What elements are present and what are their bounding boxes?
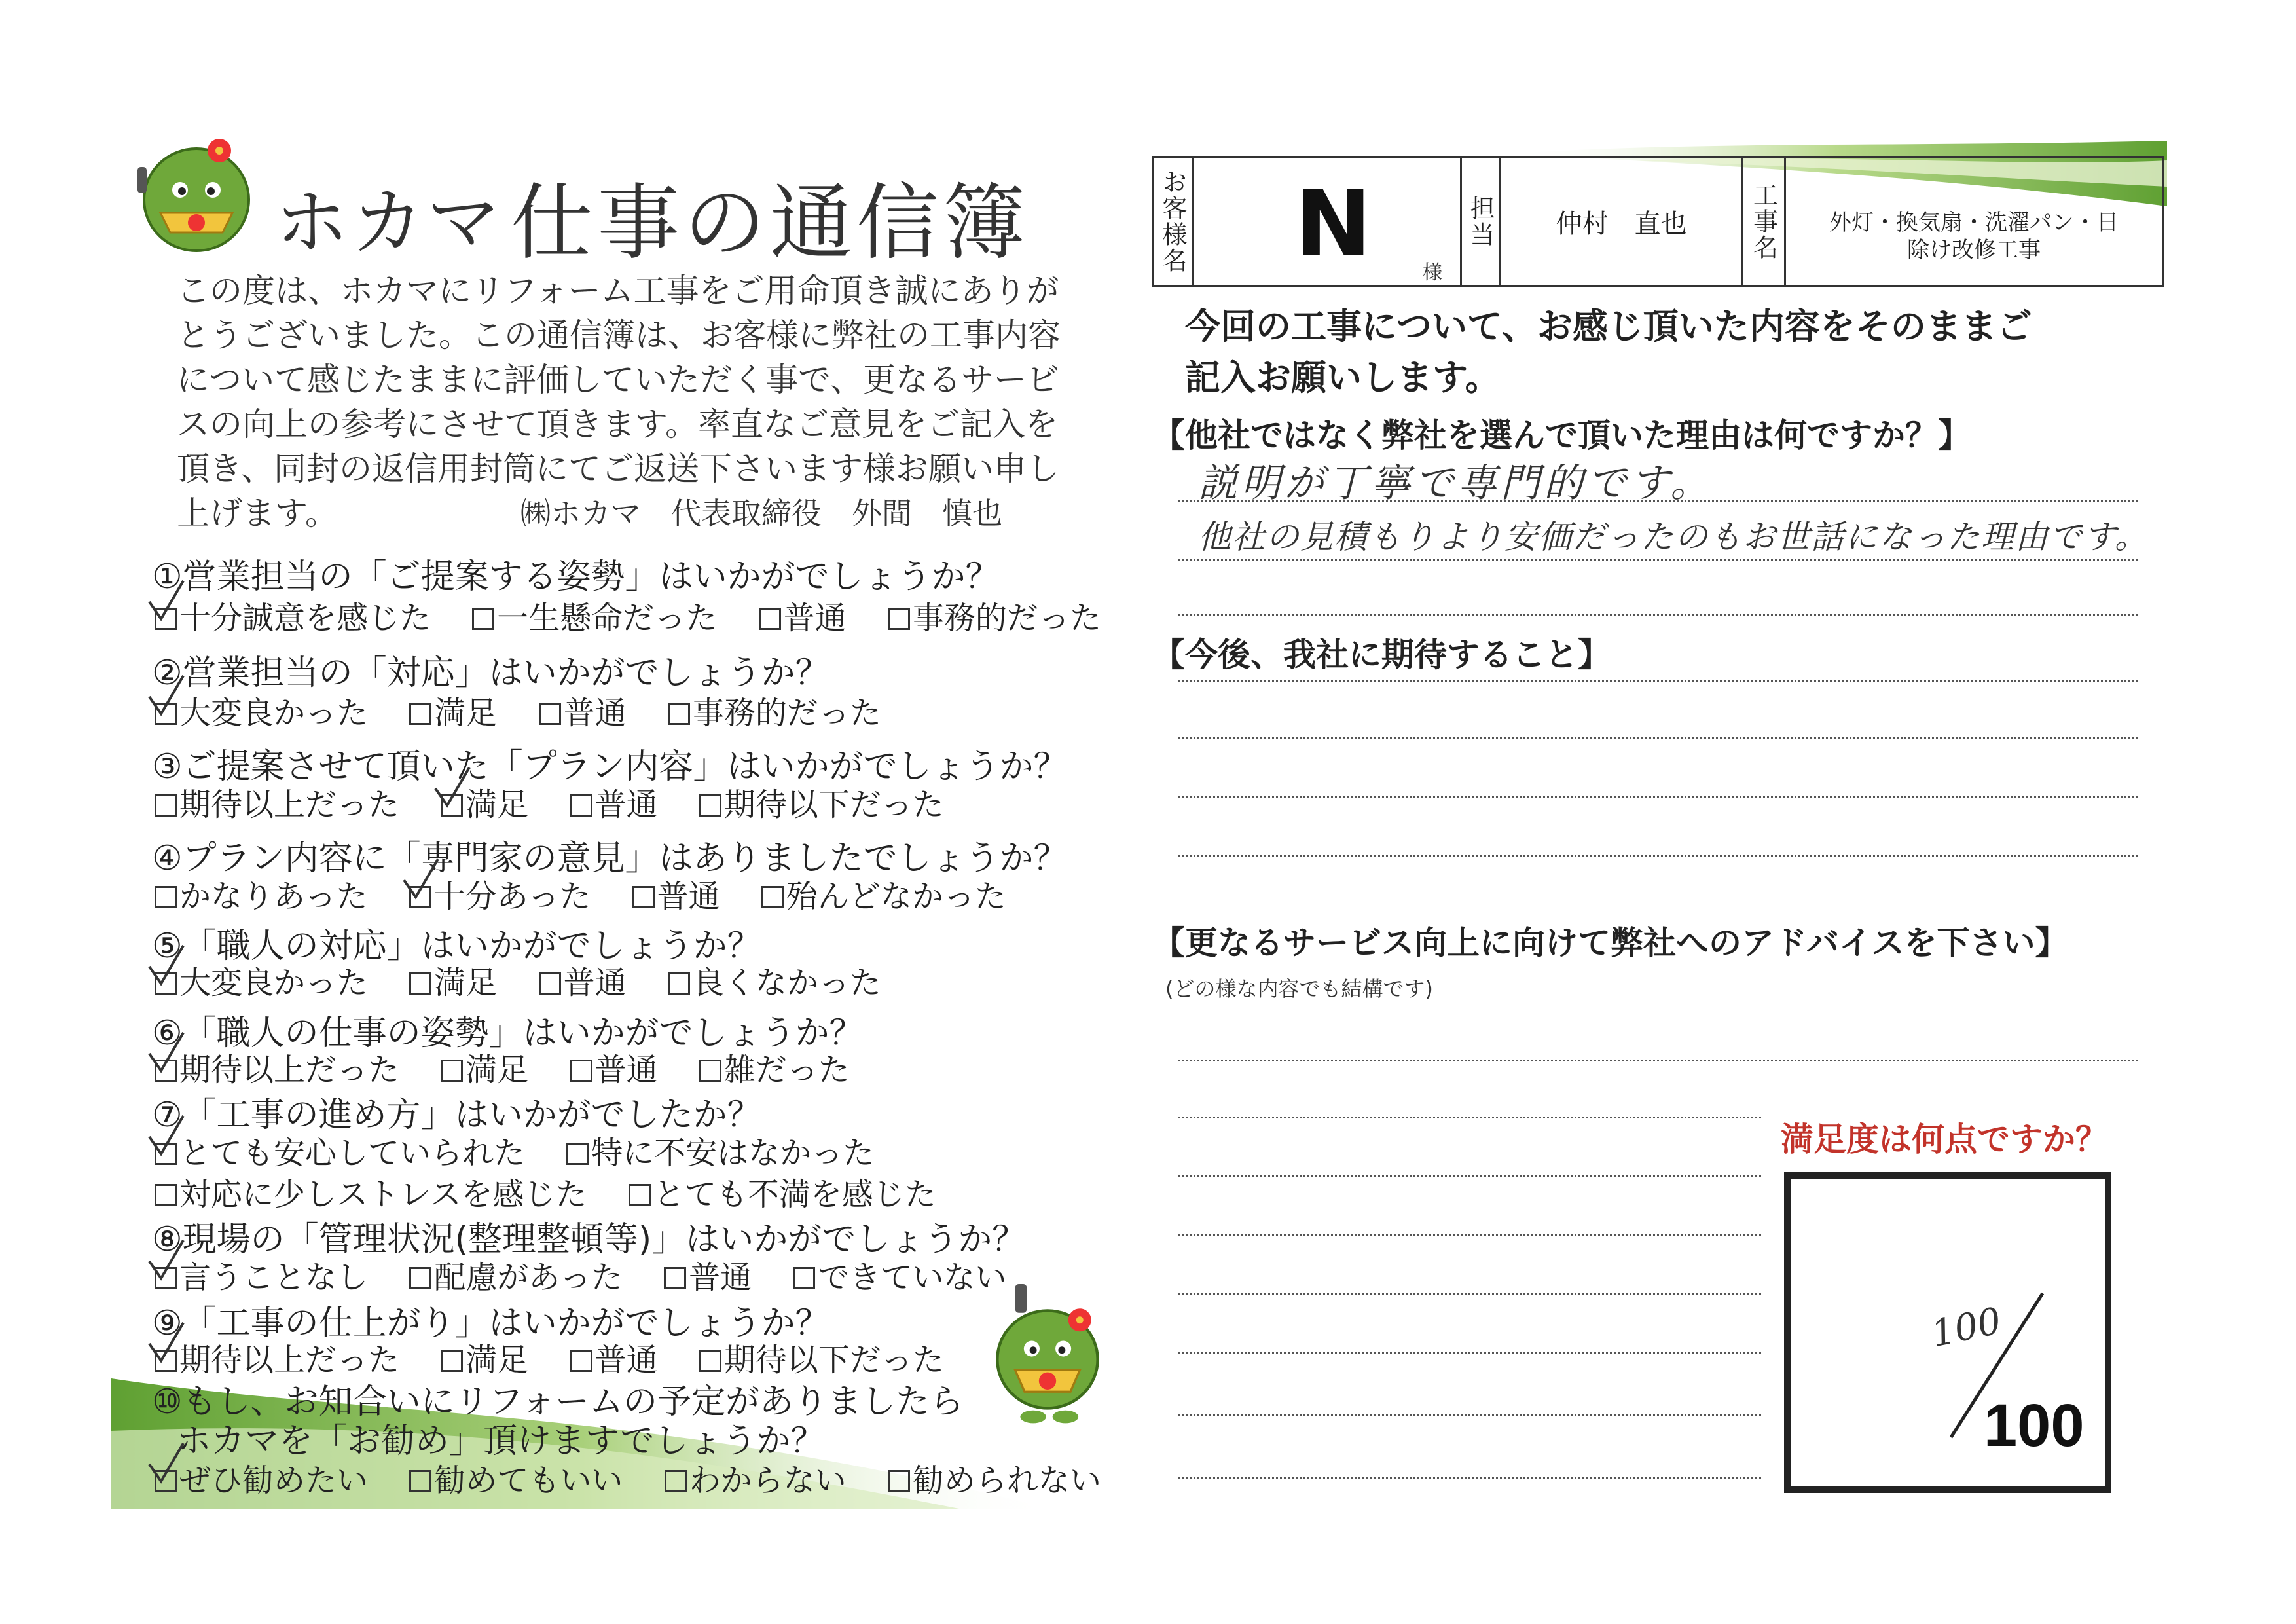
checkmark-icon bbox=[433, 765, 472, 811]
answer-line[interactable] bbox=[1178, 1175, 1761, 1177]
intro-line: スの向上の参考にさせて頂きます。率直なご意見をご記入を bbox=[177, 405, 1058, 443]
customer-info-table bbox=[1152, 156, 2164, 287]
option[interactable]: 普通 bbox=[570, 1044, 658, 1090]
answer-line[interactable] bbox=[1178, 1352, 1761, 1354]
brand-name: ホカマ bbox=[275, 180, 503, 265]
options-4 bbox=[155, 871, 1038, 916]
signature: ㈱ホカマ 代表取締役 外間 慎也 bbox=[520, 496, 1002, 531]
option[interactable]: 期待以下だった bbox=[699, 1335, 944, 1380]
option[interactable]: 勧められない bbox=[888, 1455, 1101, 1500]
question-10: ⑩もし、お知合いにリフォームの予定がありましたら bbox=[152, 1382, 964, 1422]
question-8: ⑧現場の「管理状況(整理整頓等)」はいかがでしょうか？ bbox=[152, 1220, 1027, 1259]
option[interactable]: 普通 bbox=[570, 1335, 658, 1380]
option[interactable]: できていない bbox=[793, 1252, 1006, 1297]
option[interactable]: 特に不安はなかった bbox=[566, 1128, 874, 1173]
work-name-line: 除け改修工事 bbox=[1907, 237, 2041, 263]
score-question: 満足度は何点ですか？ bbox=[1781, 1120, 2108, 1158]
option[interactable]: 十分誠意を感じた bbox=[155, 593, 431, 638]
customer-label: お客様名 bbox=[1154, 158, 1194, 285]
option[interactable]: 事務的だった bbox=[888, 593, 1101, 638]
question-6: ⑥「職人の仕事の姿勢」はいかがでしょうか？ bbox=[152, 1014, 864, 1053]
checkmark-icon bbox=[147, 673, 186, 719]
instruction-line: 記入お願いします。 bbox=[1185, 357, 1501, 398]
checkmark-icon bbox=[147, 1238, 186, 1283]
options-6 bbox=[155, 1044, 881, 1090]
checkmark-icon bbox=[147, 943, 186, 989]
intro-line: 上げます。 bbox=[177, 494, 338, 532]
advice-note: (どの様な内容でも結構です) bbox=[1165, 976, 1433, 1001]
option[interactable]: 普通 bbox=[539, 957, 627, 1003]
options-10 bbox=[155, 1455, 1133, 1500]
checkmark-icon bbox=[147, 578, 186, 624]
question-1: ①営業担当の「ご提案する姿勢」はいかがでしょうか？ bbox=[152, 557, 1000, 597]
option[interactable]: とても安心していられた bbox=[155, 1128, 525, 1173]
options-1 bbox=[155, 593, 1133, 638]
answer-line[interactable] bbox=[1178, 796, 2138, 798]
question-9: ⑨「工事の仕上がり」はいかがでしょうか？ bbox=[152, 1304, 829, 1343]
option[interactable]: かなりあった bbox=[155, 871, 368, 916]
option[interactable]: 期待以下だった bbox=[699, 779, 944, 824]
option[interactable]: 満足 bbox=[409, 957, 497, 1003]
score-max: 100 bbox=[1984, 1392, 2085, 1459]
options-8 bbox=[155, 1252, 1038, 1297]
answer-line[interactable] bbox=[1178, 680, 2138, 682]
options-9 bbox=[155, 1335, 975, 1380]
answer-line[interactable] bbox=[1178, 1234, 1761, 1236]
option[interactable]: 事務的だった bbox=[668, 688, 881, 733]
options-5 bbox=[155, 957, 913, 1003]
answer-line[interactable] bbox=[1178, 1414, 1761, 1416]
option[interactable]: 雑だった bbox=[699, 1044, 850, 1090]
answer-line[interactable] bbox=[1178, 1293, 1761, 1295]
instruction-line: 今回の工事について、お感じ頂いた内容をそのままご bbox=[1185, 306, 2032, 347]
survey-instructions bbox=[1185, 301, 2032, 403]
checkmark-icon bbox=[147, 1030, 186, 1076]
option[interactable]: 対応に少しストレスを感じた bbox=[155, 1169, 587, 1214]
answer-line bbox=[1178, 500, 2138, 502]
option[interactable]: 満足 bbox=[441, 779, 528, 824]
question-10-line2: ホカマを「お勧め」頂けますでしょうか？ bbox=[177, 1422, 825, 1461]
option[interactable]: 一生懸命だった bbox=[472, 593, 717, 638]
answer-line[interactable] bbox=[1178, 737, 2138, 739]
section-reason: 【他社ではなく弊社を選んで頂いた理由は何ですか？】 bbox=[1152, 416, 1971, 454]
mascot-logo bbox=[131, 128, 262, 259]
section-expectations: 【今後、我社に期待すること】 bbox=[1152, 636, 1611, 674]
question-4: ④プラン内容に「専門家の意見」はありましたでしょうか？ bbox=[152, 839, 1068, 878]
checkmark-icon bbox=[147, 1441, 186, 1486]
option[interactable]: 配慮があった bbox=[409, 1252, 623, 1297]
option[interactable]: 満足 bbox=[441, 1335, 528, 1380]
intro-line: 頂き、同封の返信用封筒にてご返送下さいます様お願い申し bbox=[177, 450, 1059, 488]
answer-line bbox=[1178, 559, 2138, 561]
checkmark-icon bbox=[147, 1113, 186, 1159]
options-7b bbox=[155, 1169, 968, 1214]
answer-line[interactable] bbox=[1178, 1116, 1761, 1118]
option[interactable]: 普通 bbox=[664, 1252, 752, 1297]
work-name-line: 外灯・換気扇・洗濯パン・日 bbox=[1829, 210, 2119, 236]
handwritten-answer: 他社の見積もりより安価だったのもお世話になった理由です。 bbox=[1198, 518, 2149, 556]
option[interactable]: ぜひ勧めたい bbox=[155, 1455, 368, 1500]
answer-line[interactable] bbox=[1178, 1477, 1761, 1479]
answer-line[interactable] bbox=[1178, 855, 2138, 857]
option[interactable]: 満足 bbox=[441, 1044, 528, 1090]
option[interactable]: わからない bbox=[665, 1455, 847, 1500]
option[interactable]: 期待以上だった bbox=[155, 779, 399, 824]
option[interactable]: 普通 bbox=[759, 593, 847, 638]
section-advice: 【更なるサービス向上に向けて弊社へのアドバイスを下さい】 bbox=[1152, 924, 2068, 962]
option[interactable]: 普通 bbox=[570, 779, 658, 824]
question-7: ⑦「工事の進め方」はいかがでしたか？ bbox=[152, 1096, 761, 1135]
staff-label: 担当 bbox=[1462, 158, 1501, 285]
staff-cell bbox=[1501, 158, 1743, 285]
answer-line bbox=[1178, 614, 2138, 616]
option[interactable]: 殆んどなかった bbox=[761, 871, 1006, 916]
checkmark-icon bbox=[401, 857, 441, 902]
intro-line: この度は、ホカマにリフォーム工事をご用命頂き誠にありが bbox=[177, 272, 1059, 310]
options-7 bbox=[155, 1128, 905, 1173]
option[interactable]: 大変良かった bbox=[155, 957, 368, 1003]
mascot-illustration bbox=[975, 1277, 1120, 1428]
option[interactable]: 言うことなし bbox=[155, 1252, 368, 1297]
option[interactable]: 期待以上だった bbox=[155, 1044, 399, 1090]
work-cell bbox=[1786, 158, 2162, 285]
staff-name: 仲村 直也 bbox=[1556, 208, 1687, 239]
intro-line: とうございました。この通信簿は、お客様に弊社の工事内容 bbox=[177, 316, 1061, 354]
checkmark-icon bbox=[147, 1320, 186, 1366]
intro-line: について感じたままに評価していただく事で、更なるサービ bbox=[177, 361, 1059, 399]
option[interactable]: 勧めてもいい bbox=[409, 1455, 623, 1500]
options-3 bbox=[155, 779, 975, 824]
option[interactable]: 期待以上だった bbox=[155, 1335, 399, 1380]
option[interactable]: 普通 bbox=[632, 871, 720, 916]
question-5: ⑤「職人の対応」はいかがでしょうか？ bbox=[152, 927, 761, 966]
work-label: 工事名 bbox=[1743, 158, 1786, 285]
question-3: ③ご提案させて頂いた「プラン内容」はいかがでしょうか？ bbox=[152, 747, 1068, 786]
question-2: ②営業担当の「対応」はいかがでしょうか？ bbox=[152, 654, 829, 693]
option[interactable]: 普通 bbox=[539, 688, 627, 733]
handwritten-answer: 説明が丁寧で専門的です。 bbox=[1198, 460, 1714, 506]
options-2 bbox=[155, 688, 913, 733]
option[interactable]: とても不満を感じた bbox=[629, 1169, 936, 1214]
page-title: 仕事の通信簿 bbox=[511, 175, 1029, 271]
option[interactable]: 満足 bbox=[409, 688, 497, 733]
answer-line[interactable] bbox=[1178, 1060, 2138, 1061]
customer-name: N bbox=[1295, 171, 1372, 278]
option[interactable]: 良くなかった bbox=[668, 957, 881, 1003]
option[interactable]: 大変良かった bbox=[155, 688, 368, 733]
customer-name-cell bbox=[1194, 158, 1462, 285]
honorific: 様 bbox=[1423, 261, 1442, 284]
score-value: 100 bbox=[1927, 1299, 2005, 1356]
option[interactable]: 十分あった bbox=[409, 871, 591, 916]
